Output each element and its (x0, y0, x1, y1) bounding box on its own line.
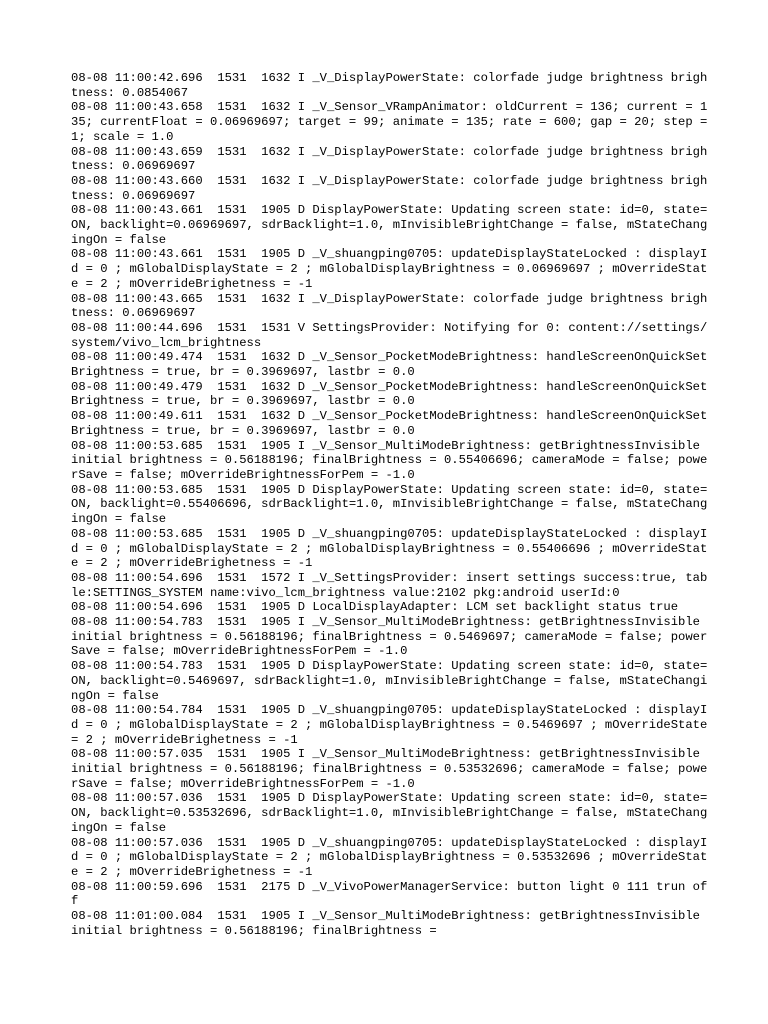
log-line: 08-08 11:00:43.659 1531 1632 I _V_DisplayPowerState: colorfade judge brightness brightness: 0.06969697 (71, 144, 708, 174)
log-line: 08-08 11:00:53.685 1531 1905 D DisplayPowerState: Updating screen state: id=0, state=ON, backlight=0.55406696, sdrBacklight=1.0, mInvisibleBrightChange = false, mStateChangingOn = false (71, 482, 708, 527)
log-line: 08-08 11:00:54.784 1531 1905 D _V_shuangping0705: updateDisplayStateLocked : displayId = 0 ; mGlobalDisplayState = 2 ; mGlobalDisplayBrightness = 0.5469697 ; mOverrideState = 2 ; mOverrideBrighetness = -1 (71, 703, 715, 747)
log-line: 08-08 11:00:43.661 1531 1905 D DisplayPowerState: Updating screen state: id=0, state=ON, backlight=0.06969697, sdrBacklight=1.0, mInvisibleBrightChange = false, mStateChangingOn = false (71, 203, 708, 247)
log-line: 08-08 11:00:49.611 1531 1632 D _V_Sensor_PocketModeBrightness: handleScreenOnQuickSetBrightness = true, br = 0.3969697, lastbr = 0.0 (71, 409, 708, 438)
log-line: 08-08 11:00:57.036 1531 1905 D DisplayPowerState: Updating screen state: id=0, state=ON, backlight=0.53532696, sdrBacklight=1.0, mInvisibleBrightChange = false, mStateChangingOn = false (71, 791, 708, 835)
log-line: 08-08 11:00:54.696 1531 1905 D LocalDisplayAdapter: LCM set backlight status true (71, 600, 679, 615)
log-line: 08-08 11:00:49.474 1531 1632 D _V_Sensor_PocketModeBrightness: handleScreenOnQuickSetBrightness = true, br = 0.3969697, lastbr = 0.0 (71, 350, 708, 380)
log-line: 08-08 11:00:53.685 1531 1905 I _V_Sensor_MultiModeBrightness: getBrightnessInvisible initial brightness = 0.56188196; finalBrightness = 0.55406696; cameraMode = false; powerSave = false; mOverrideBrightnessForPem = -1.0 (71, 438, 708, 482)
log-line: 08-08 11:00:43.661 1531 1905 D _V_shuangping0705: updateDisplayStateLocked : displayId = 0 ; mGlobalDisplayState = 2 ; mGlobalDisplayBrightness = 0.06969697 ; mOverrideState = 2 ; mOverrideBrighetness = -1 (71, 247, 708, 291)
log-line: 08-08 11:00:49.479 1531 1632 D _V_Sensor_PocketModeBrightness: handleScreenOnQuickSetBrightness = true, br = 0.3969697, lastbr = 0.0 (71, 379, 708, 409)
log-line: 08-08 11:00:44.696 1531 1531 V SettingsProvider: Notifying for 0: content://settings/system/vivo_lcm_brightness (71, 320, 708, 350)
log-line: 08-08 11:00:54.783 1531 1905 D DisplayPowerState: Updating screen state: id=0, state=ON, backlight=0.5469697, sdrBacklight=1.0, mInvisibleBrightChange = false, mStateChangingOn = false (71, 659, 708, 703)
log-line: 08-08 11:01:00.084 1531 1905 I _V_Sensor_MultiModeBrightness: getBrightnessInvisible initial brightness = 0.56188196; finalBrightness = (71, 909, 708, 938)
log-line: 08-08 11:00:57.036 1531 1905 D _V_shuangping0705: updateDisplayStateLocked : displayId = 0 ; mGlobalDisplayState = 2 ; mGlobalDisplayBrightness = 0.53532696 ; mOverrideState = 2 ; mOverrideBrighetness = -1 (71, 835, 708, 879)
log-line: 08-08 11:00:43.660 1531 1632 I _V_DisplayPowerState: colorfade judge brightness brightness: 0.06969697 (71, 173, 708, 203)
log-line: 08-08 11:00:42.696 1531 1632 I _V_DisplayPowerState: colorfade judge brightness brightness: 0.0854067 (71, 71, 708, 100)
log-document (71, 71, 715, 938)
log-line: 08-08 11:00:57.035 1531 1905 I _V_Sensor_MultiModeBrightness: getBrightnessInvisible initial brightness = 0.56188196; finalBrightness = 0.53532696; cameraMode = false; powerSave = false; mOverrideBrightnessForPem = -1.0 (71, 747, 708, 791)
log-line: 08-08 11:00:54.783 1531 1905 I _V_Sensor_MultiModeBrightness: getBrightnessInvisible initial brightness = 0.56188196; finalBrightness = 0.5469697; cameraMode = false; powerSave = false; mOverrideBrightnessForPem = -1.0 (71, 615, 708, 659)
log-line: 08-08 11:00:54.696 1531 1572 I _V_SettingsProvider: insert settings success:true, table:SETTINGS_SYSTEM name:vivo_lcm_brightness value:2102 pkg:android userId:0 (71, 570, 708, 600)
log-line: 08-08 11:00:53.685 1531 1905 D _V_shuangping0705: updateDisplayStateLocked : displayId = 0 ; mGlobalDisplayState = 2 ; mGlobalDisplayBrightness = 0.55406696 ; mOverrideState = 2 ; mOverrideBrighetness = -1 (71, 526, 708, 571)
log-line: 08-08 11:00:59.696 1531 2175 D _V_VivoPowerManagerService: button light 0 111 trun off (71, 879, 708, 909)
log-line: 08-08 11:00:43.665 1531 1632 I _V_DisplayPowerState: colorfade judge brightness brightness: 0.06969697 (71, 291, 708, 321)
log-line: 08-08 11:00:43.658 1531 1632 I _V_Sensor_VRampAnimator: oldCurrent = 136; current = 135; currentFloat = 0.06969697; target = 99; animate = 135; rate = 600; gap = 20; step = 1; scale = 1.0 (71, 100, 715, 144)
